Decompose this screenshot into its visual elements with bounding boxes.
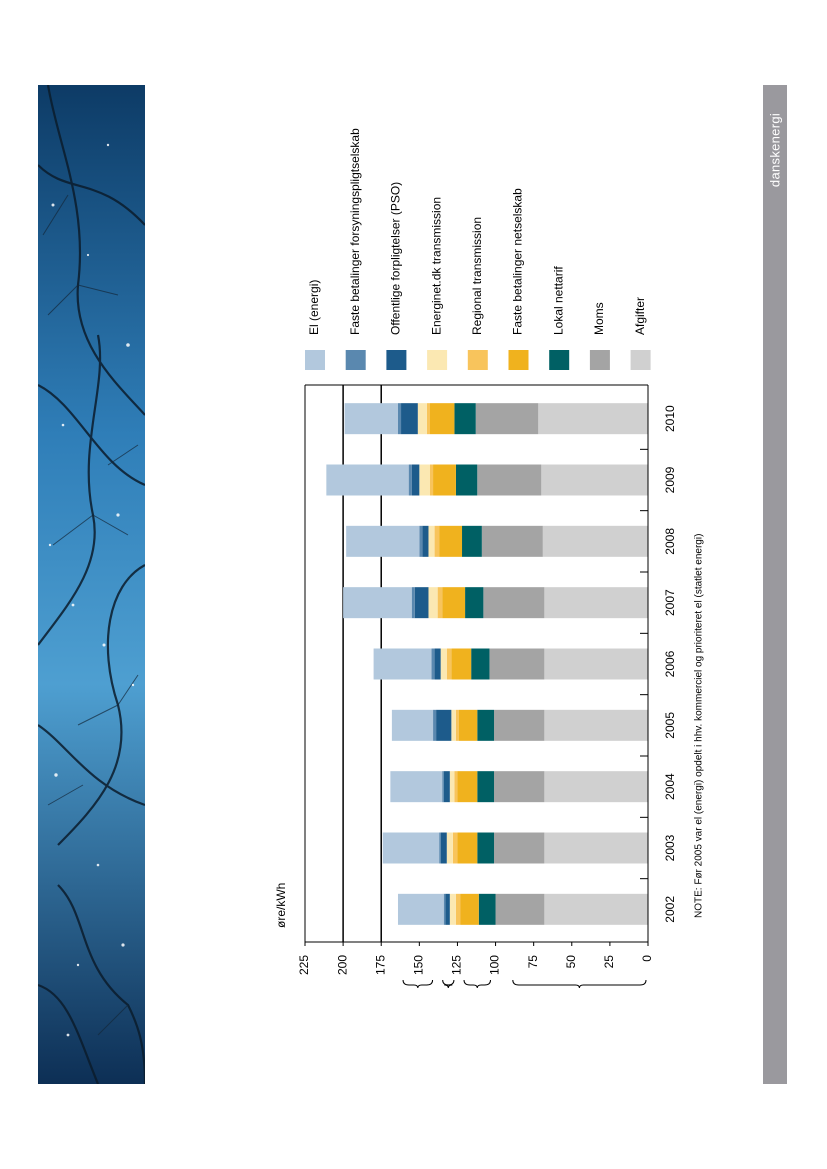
legend-swatch <box>549 350 569 370</box>
bar-segment <box>442 771 444 802</box>
bar-segment <box>544 710 648 741</box>
legend-swatch <box>468 350 488 370</box>
bar-segment <box>494 833 544 864</box>
bar-segment <box>450 894 456 925</box>
bar-segment <box>418 403 427 434</box>
legend-label: Afgifter <box>632 296 647 335</box>
category-tick-label: 2003 <box>663 834 678 862</box>
legend-swatch <box>386 350 406 370</box>
category-tick-label: 2006 <box>663 650 678 678</box>
bar-segment <box>419 465 430 496</box>
bar-segment <box>430 465 433 496</box>
bar-segment <box>538 403 648 434</box>
chart-legend <box>305 128 651 370</box>
value-tick-label: 150 <box>411 955 426 976</box>
legend-label: Moms <box>592 302 607 335</box>
bar-segment <box>343 587 412 618</box>
bar-segment <box>435 526 440 557</box>
value-tick-label: 0 <box>640 955 655 962</box>
value-axis-unit-label: øre/kWh <box>274 882 289 928</box>
bar-segment <box>544 771 648 802</box>
bar-segment <box>496 894 545 925</box>
bar-segment <box>435 649 441 680</box>
legend-label: Lokal nettarif <box>551 266 566 335</box>
category-tick-label: 2009 <box>663 466 678 494</box>
category-tick-label: 2004 <box>663 773 678 801</box>
legend-label: Energinet.dk transmission <box>429 196 444 335</box>
bar-segment <box>398 403 401 434</box>
category-tick-label: 2010 <box>663 405 678 433</box>
legend-label: Faste betalinger netselskab <box>510 188 525 335</box>
bar-segment <box>419 526 422 557</box>
value-tick-label: 75 <box>525 955 540 969</box>
category-tick-label: 2005 <box>663 711 678 739</box>
bar-segment <box>432 649 435 680</box>
bar-segment <box>543 526 648 557</box>
bar-segment <box>453 833 458 864</box>
value-tick-label: 225 <box>297 955 312 976</box>
legend-label: Regional transmission <box>469 216 484 335</box>
bar-segment <box>471 649 489 680</box>
legend-label: Offentlige forpligtelser (PSO) <box>388 181 403 335</box>
bar-segment <box>465 587 483 618</box>
category-tick-label: 2008 <box>663 527 678 555</box>
bar-segment <box>544 894 648 925</box>
bar-segment <box>433 465 456 496</box>
bar-segment <box>415 587 429 618</box>
value-tick-label: 175 <box>373 955 388 976</box>
legend-label: El (energi) <box>307 279 322 335</box>
group-brackets <box>403 980 646 988</box>
value-tick-label: 125 <box>449 955 464 976</box>
category-tick-label: 2002 <box>663 895 678 923</box>
bar-segment <box>441 833 447 864</box>
bar-segment <box>454 403 475 434</box>
bar-segment <box>456 465 477 496</box>
legend-swatch <box>305 350 325 370</box>
bar-segment <box>428 526 434 557</box>
bar-segment <box>430 403 454 434</box>
bar-segment <box>544 587 648 618</box>
bar-segment <box>447 833 453 864</box>
bar-segment <box>401 403 418 434</box>
bar-segment <box>459 710 477 741</box>
bar-segment <box>412 465 420 496</box>
bar-segment <box>428 587 437 618</box>
bar-segment <box>482 526 543 557</box>
chart-bars <box>326 403 648 925</box>
bar-segment <box>451 710 456 741</box>
bar-segment <box>392 710 433 741</box>
legend-swatch <box>631 350 651 370</box>
bar-segment <box>544 649 648 680</box>
group-bracket <box>443 980 454 988</box>
group-bracket <box>403 980 433 988</box>
legend-swatch <box>509 350 529 370</box>
bar-segment <box>457 771 477 802</box>
bar-segment <box>444 894 446 925</box>
bar-segment <box>436 710 451 741</box>
legend-label: Faste betalinger forsyningspligtselskab <box>347 128 362 335</box>
bar-segment <box>383 833 439 864</box>
value-tick-label: 25 <box>602 955 617 969</box>
bar-segment <box>460 894 478 925</box>
bar-segment <box>346 526 419 557</box>
bar-segment <box>494 710 544 741</box>
bar-segment <box>450 771 455 802</box>
bar-segment <box>494 771 544 802</box>
bar-segment <box>422 526 428 557</box>
bar-segment <box>541 465 648 496</box>
group-bracket <box>464 980 490 988</box>
value-axis-ticks <box>297 942 654 975</box>
bar-segment <box>412 587 415 618</box>
value-tick-label: 100 <box>487 955 502 976</box>
bar-segment <box>477 465 541 496</box>
bar-segment <box>438 587 443 618</box>
brand-logo-text: danskenergi <box>767 112 783 188</box>
chart-note: NOTE: Før 2005 var el (energi) opdelt i hhv. kommerciel og prioriteret el (statlet energi) <box>693 533 705 918</box>
bar-segment <box>444 771 450 802</box>
bar-segment <box>462 526 482 557</box>
bar-segment <box>451 649 471 680</box>
bar-segment <box>441 649 447 680</box>
bar-segment <box>477 771 494 802</box>
bar-segment <box>442 587 465 618</box>
bar-segment <box>456 710 459 741</box>
legend-swatch <box>427 350 447 370</box>
legend-swatch <box>346 350 366 370</box>
bar-segment <box>447 649 452 680</box>
bar-segment <box>398 894 444 925</box>
bar-segment <box>489 649 544 680</box>
value-tick-label: 50 <box>563 955 578 969</box>
bar-segment <box>433 710 436 741</box>
bar-segment <box>544 833 648 864</box>
group-bracket <box>513 980 646 988</box>
bar-segment <box>390 771 442 802</box>
category-tick-label: 2007 <box>663 589 678 617</box>
bar-segment <box>479 894 496 925</box>
bar-segment <box>454 771 457 802</box>
bar-segment <box>427 403 430 434</box>
legend-swatch <box>590 350 610 370</box>
bar-segment <box>456 894 461 925</box>
bar-segment <box>445 894 450 925</box>
value-tick-label: 200 <box>335 955 350 976</box>
bar-segment <box>374 649 432 680</box>
bar-segment <box>477 710 494 741</box>
bar-segment <box>326 465 408 496</box>
bar-segment <box>477 833 494 864</box>
bar-segment <box>457 833 477 864</box>
bar-segment <box>483 587 544 618</box>
bar-segment <box>409 465 412 496</box>
bar-segment <box>439 833 441 864</box>
bar-segment <box>439 526 462 557</box>
bar-segment <box>345 403 398 434</box>
bar-segment <box>476 403 539 434</box>
